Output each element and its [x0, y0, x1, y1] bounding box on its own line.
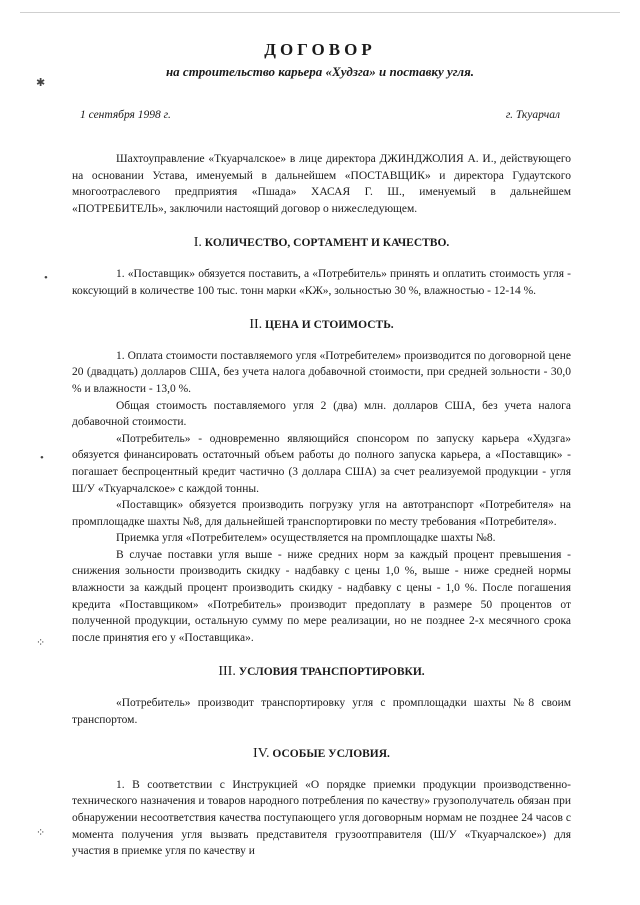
- document-subtitle: на строительство карьера «Худзга» и поставку угля.: [165, 64, 475, 79]
- scan-speck: •: [44, 272, 48, 284]
- scan-edge-line: [20, 12, 620, 13]
- section-paragraph: Общая стоимость поставляемого угля 2 (два) млн. долларов США, без учета налога добавочной стоимости.: [72, 399, 571, 429]
- section-paragraph: Приемка угля «Потребителем» осуществляется на промплощадке шахты №8.: [116, 532, 496, 545]
- section-heading: III. УСЛОВИЯ ТРАНСПОРТИРОВКИ.: [218, 664, 425, 680]
- section-paragraph: 1. В соответствии с Инструкцией «О порядке приемки продукции производственно-технического назначения и товаров народного потребления по качеству» грузополучатель обязан при обнаружении несоответствия качества поступающего угля договорным нормам не позднее 24 часов с момента получения угля вызвать представителя грузоотправителя (Ш/У «Ткуарчалское») для участия в приемке угля по качеству и: [72, 778, 571, 858]
- section-paragraph: 1. Оплата стоимости поставляемого угля «Потребителем» производится по договорной цене 20 (двадцать) долларов США, без учета налога добавочной стоимости, при средней зольности - 30,0 % и влажности - 13,0 %.: [72, 349, 571, 395]
- scan-speck: ⁘: [36, 827, 46, 839]
- contract-city: г. Ткуарчал: [505, 109, 560, 121]
- section-heading: I. КОЛИЧЕСТВО, СОРТАМЕНТ И КАЧЕСТВО.: [193, 235, 450, 251]
- scan-speck: ⁘: [36, 637, 46, 649]
- section-paragraph: 1. «Поставщик» обязуется поставить, а «Потребитель» принять и оплатить стоимость угля - коксующий в количестве 100 тыс. тонн марки «КЖ», зольностью 30 %, влажностью - 12-14 %.: [72, 267, 571, 297]
- scan-speck: •: [40, 452, 44, 464]
- section-paragraph: «Потребитель» - одновременно являющийся спонсором по запуску карьера «Худзга» обязуется финансировать остаточный объем работы до полного запуска карьера, а «Поставщик» - погашает беспроцентный кредит частично (3 доллара США) за счет реализуемой продукции - угля Ш/У «Ткуарчалское» с каждой тонны.: [72, 432, 571, 495]
- document-title: ДОГОВОР: [264, 40, 376, 59]
- date-place-line: [80, 109, 560, 121]
- section-paragraph: «Поставщик» обязуется производить погрузку угля на автотранспорт «Потребителя» на промплощадке шахты №8, для дальнейшей транспортировки по месту требования «Потребителя».: [72, 499, 571, 528]
- section-paragraph: В случае поставки угля выше - ниже средних норм за каждый процент превышения - снижения зольности производить скидку - надбавку с цены 1,0 %, выше - ниже средней нормы влажности за каждый процент производить скидку - надбавку с цены - 1,0 %. После погашения кредита «Поставщиком» «Потребитель» производит предоплату в размере 50 процентов от полученной продукции, остальную сумму по мере реализации, но не позднее 2-х месячного срока после принятия его у «Поставщика».: [72, 548, 571, 644]
- section-heading: II. ЦЕНА И СТОИМОСТЬ.: [249, 317, 394, 333]
- preamble: Шахтоуправление «Ткуарчалское» в лице директора ДЖИНДЖОЛИЯ А. И., действующего на основании Устава, именуемый в дальнейшем «ПОСТАВЩИК» и директора Гудаутского многоотраслевого предприятия «Пшада» ХАСАЯ Г. Ш., именуемый в дальнейшем «ПОТРЕБИТЕЛЬ», заключили настоящий договор о нижеследующем.: [72, 153, 571, 215]
- section-heading: IV. ОСОБЫЕ УСЛОВИЯ.: [253, 746, 390, 762]
- section-paragraph: «Потребитель» производит транспортировку угля с промплощадки шахты №8 своим транспортом.: [72, 697, 571, 726]
- scan-speck: ✱: [36, 77, 46, 89]
- contract-date: 1 сентября 1998 г.: [80, 109, 171, 121]
- document-body: [72, 151, 571, 860]
